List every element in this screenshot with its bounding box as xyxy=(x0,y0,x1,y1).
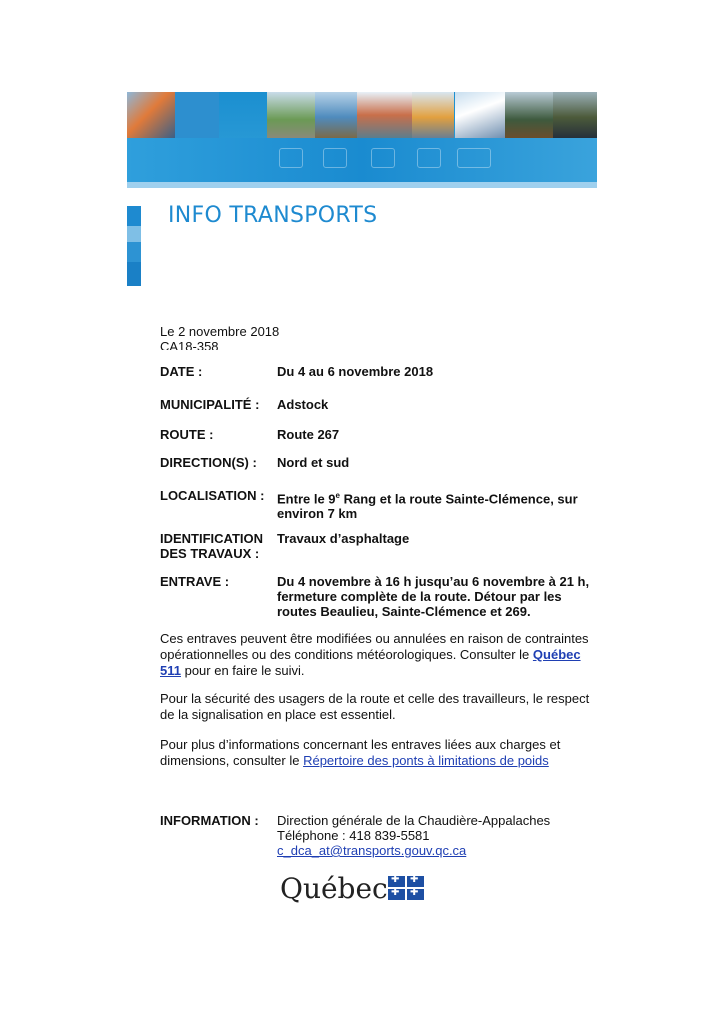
field-value-location xyxy=(277,488,587,521)
paragraph-conditions xyxy=(160,631,600,679)
fleur-de-lis-icon xyxy=(407,876,424,887)
field-label-location: LOCALISATION : xyxy=(160,488,265,503)
field-label-date: DATE : xyxy=(160,364,203,379)
accent-bar-3 xyxy=(127,242,141,262)
field-label-direction: DIRECTION(S) : xyxy=(160,455,257,470)
field-value-route: Route 267 xyxy=(277,427,340,442)
field-value-obstruction: Du 4 novembre à 16 h jusqu’au 6 novembre à 21 h, fermeture complète de la route. Détour par les routes Beaulieu, Sainte-Clémence et 269. xyxy=(277,574,590,619)
information-phone: Téléphone : 418 839-5581 xyxy=(277,828,430,843)
road-work-photo xyxy=(553,92,597,138)
information-email-link[interactable]: c_dca_at@transports.gouv.qc.ca xyxy=(277,843,467,858)
truck-photo xyxy=(505,92,553,138)
field-value-direction: Nord et sud xyxy=(277,455,350,470)
field-value-work-identification: Travaux d’asphaltage xyxy=(277,531,410,546)
field-value-municipality: Adstock xyxy=(277,397,329,412)
date-line: Le 2 novembre 2018 xyxy=(160,324,280,339)
banner-bottom-strip xyxy=(127,182,597,188)
field-label-municipality: MUNICIPALITÉ : xyxy=(160,397,260,412)
accent-bar-1 xyxy=(127,206,141,226)
information-organization: Direction générale de la Chaudière-Appalaches xyxy=(277,813,551,828)
page-title: INFO TRANSPORTS xyxy=(168,203,378,228)
sign-icon xyxy=(457,148,491,168)
phone-icon xyxy=(279,148,303,168)
location-text-start: Entre le 9 xyxy=(277,491,336,507)
accent-bar-4 xyxy=(127,262,141,286)
paragraph-conditions-after: pour en faire le suivi. xyxy=(180,663,305,678)
document-icon xyxy=(371,148,395,168)
location-text-end: Rang et la route Sainte-Clémence, sur environ 7 km xyxy=(277,491,578,522)
bridges-directory-link[interactable]: Répertoire des ponts à limitations de poids xyxy=(303,753,549,768)
quebec-511-link[interactable]: Québec 511 xyxy=(160,647,581,678)
blue-photo xyxy=(175,92,219,138)
traffic-photo xyxy=(357,92,412,138)
information-label: INFORMATION : xyxy=(160,813,259,828)
bridge-photo xyxy=(315,92,357,138)
arch-bridge-photo xyxy=(455,92,505,138)
dock-photo xyxy=(412,92,454,138)
field-label-obstruction: ENTRAVE : xyxy=(160,574,230,589)
building-icon xyxy=(417,148,441,168)
field-label-route: ROUTE : xyxy=(160,427,214,442)
road-icon xyxy=(323,148,347,168)
field-value-date: Du 4 au 6 novembre 2018 xyxy=(277,364,434,379)
fleur-de-lis-icon xyxy=(388,889,405,900)
header-banner xyxy=(127,92,597,188)
accent-bar-2 xyxy=(127,226,141,242)
workers-photo xyxy=(127,92,175,138)
field-label-work-identification: IDENTIFICATION DES TRAVAUX : xyxy=(160,531,264,561)
location-superscript: e xyxy=(335,491,340,500)
reference-line: CA18-358 xyxy=(160,339,219,350)
paragraph-more-info-text: Pour plus d’informations concernant les entraves liées aux charges et dimensions, consulter le xyxy=(160,737,561,768)
banner-strip xyxy=(127,138,597,188)
highway-photo xyxy=(267,92,315,138)
fleur-de-lis-icon xyxy=(388,876,405,887)
quebec-logo: Québec xyxy=(280,872,388,905)
paragraph-more-info xyxy=(160,737,600,769)
paragraph-safety: Pour la sécurité des usagers de la route et celle des travailleurs, le respect de la signalisation en place est essentiel. xyxy=(160,691,590,722)
fleur-de-lis-icon xyxy=(407,889,424,900)
paragraph-conditions-text: Ces entraves peuvent être modifiées ou annulées en raison de contraintes opérationnelles ou des conditions météorologiques. Consulter le xyxy=(160,631,589,662)
